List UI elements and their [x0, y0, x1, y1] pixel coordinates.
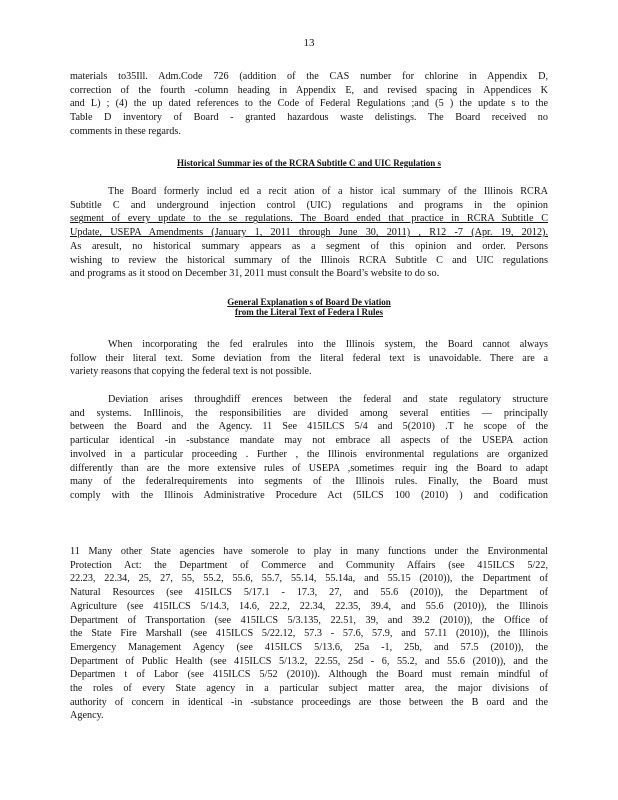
footnote-line: the roles of every State agency in a particular subject matter area, the major divisions of [70, 683, 548, 695]
paragraph-historical-summary [70, 185, 548, 281]
footnote-line: 11 Many other State agencies have somerole to play in many functions under the Environmental [70, 546, 548, 557]
text-line: comply with the Illinois Administrative Procedure Act (5ILCS 100 (2010) ) and codification [70, 489, 548, 501]
text-line: As aresult, no historical summary appears as a segment of this opinion and order. Persons [70, 240, 548, 252]
paragraph-cfr-updates [70, 70, 548, 139]
text-line: Table D inventory of Board - granted hazardous waste delistings. The Board received no [70, 112, 548, 124]
text-line: differently than are the more extensive rules of USEPA ,sometimes requir ing the Board to adapt [70, 462, 548, 474]
text-line: between the Board and the Agency. 11 See 415ILCS 5/4 and 5(2010) .T he scope of the [70, 421, 548, 433]
footnote-line: Department of Public Health (see 415ILCS 5/13.2, 22.55, 25d - 6, 55.2, and 55.6 (2010)), and the [70, 655, 548, 667]
text-line: Deviation arises throughdiff erences between the federal and state regulatory structure [108, 394, 548, 405]
footnote-line: authority of concern in identical -in -substance proceedings are those between the B oard and the [70, 696, 548, 708]
text-line: and programs as it stood on December 31, 2011 must consult the Board’s website to do so. [70, 268, 440, 280]
footnote-line: Protection Act: the Department of Commerce and Community Affairs (see 415ILCS 5/22, [70, 559, 548, 571]
footnote-line: Emergency Management Agency (see 415ILCS 5/13.6, 25a -1, 25b, and 57.5 (2010)), the [70, 641, 548, 653]
text-line: correction of the fourth -column heading in Appendix E, and revised spacing in Appendices K [70, 84, 548, 96]
text-line: comments in these regards. [70, 125, 181, 137]
paragraph-incorporating-rules [70, 338, 548, 379]
footnote-line: Natural Resources (see 415ILCS 5/17.1 - 17.3, 27, and 55.6 (2010)), the Department of [70, 587, 548, 599]
text-line: wishing to review the historical summary of the Illinois RCRA Subtitle C and UIC regulations [70, 254, 548, 266]
text-line: many of the federalrequirements into segments of the Illinois rules. Finally, the Board must [70, 476, 548, 488]
text-line: The Board formerly includ ed a recit ation of a histor ical summary of the Illinois RCRA [108, 186, 548, 197]
footnote-line: Department of Transportation (see 415ILCS 5/3.135, 22.51, 39, and 39.2 (2010)), the Office of [70, 614, 548, 626]
footnote-line: Agency. [70, 710, 104, 722]
section-heading-deviations: General Explanation s of Board De viation from the Literal Text of Federa l Rules [227, 297, 391, 317]
text-line: Subtitle C and underground injection control (UIC) regulations and programs in the opinion [70, 199, 548, 211]
footnote-line: Departmen t of Labor (see 415ILCS 5/52 (2010)). Although the Board must remain mindful of [70, 669, 548, 681]
text-line: follow their literal text. Some deviation from the literal federal text is unavoidable. There are a [70, 352, 548, 364]
page-number: 13 [303, 37, 315, 49]
footnote-line: the State Fire Marshall (see 415ILCS 5/22.12, 57.3 - 57.6, 57.9, and 57.11 (2010)), the Illinois [70, 628, 548, 640]
footnote-11 [70, 545, 548, 723]
paragraph-deviation-arises [70, 393, 548, 503]
footnote-line: Agriculture (see 415ILCS 5/14.3, 14.6, 22.2, 22.34, 22.35, 39.4, and 55.6 (2010)), the Illinois [70, 600, 548, 612]
text-line: involved in a particular proceeding . Further , the Illinois environmental regulations are organized [70, 448, 548, 460]
footnote-line: 22.23, 22.34, 25, 27, 55, 55.2, 55.6, 55.7, 55.14, 55.14a, and 55.15 (2010)), the Department of [70, 573, 548, 585]
section-heading-historical-summaries: Historical Summar ies of the RCRA Subtitle C and UIC Regulation s [176, 158, 442, 168]
text-line: segment of every update to the se regulations. The Board ended that practice in RCRA Subtitle C [70, 213, 548, 225]
text-line: and systems. InIllinois, the responsibilities are divided among several entities — principally [70, 407, 548, 419]
text-line: When incorporating the fed eralrules into the Illinois system, the Board cannot always [108, 339, 548, 350]
text-line: materials to35Ill. Adm.Code 726 (addition of the CAS number for chlorine in Appendix D, [70, 71, 548, 82]
text-line: variety reasons that copying the federal text is not possible. [70, 366, 312, 378]
text-line: and L) ; (4) the up dated references to the Code of Federal Regulations ;and (5 ) the update s to the [70, 98, 548, 110]
text-line: particular identical -in -substance mandate may not embrace all aspects of the USEPA action [70, 435, 548, 447]
text-line: Update, USEPA Amendments (January 1, 2011 through June 30, 2011) , R12 -7 (Apr. 19, 2012). [70, 227, 548, 239]
